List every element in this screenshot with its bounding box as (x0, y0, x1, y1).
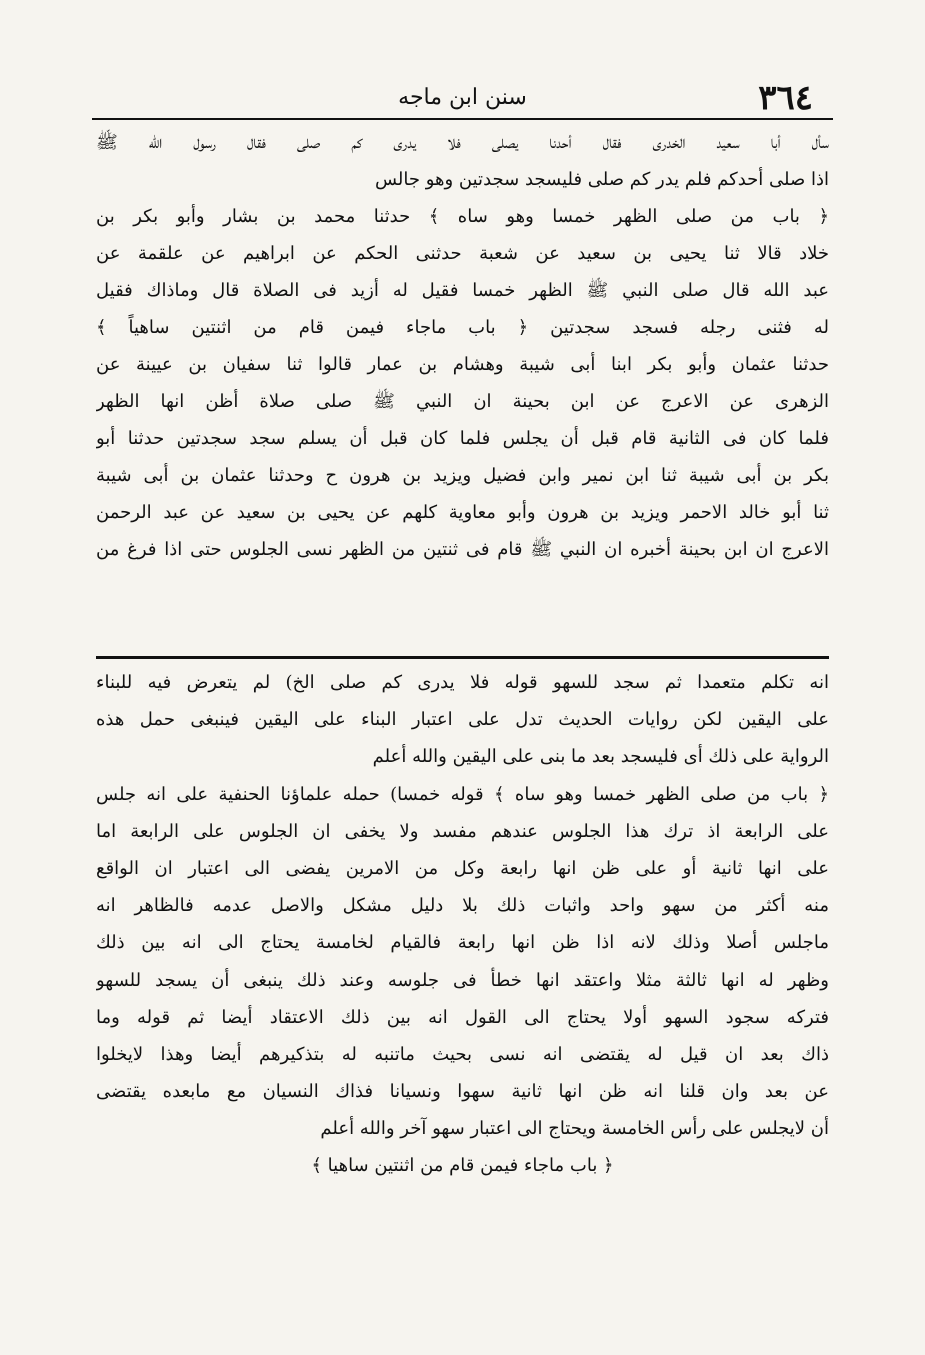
text-line: فلما كان فى الثانية قام قبل أن يجلس فلما كان قبل أن يسلم سجد سجدتين حدثنا أبو (96, 428, 829, 449)
commentary-line: ذاك بعد ان قيل له يقتضى انه نسى بحيث ماتنبه له بتذكيرهم أيضا وهذا لايخلوا (96, 1043, 829, 1065)
commentary-line: فتركه سجود السهو أولا يحتاج الى القول انه بين ذلك الاعتقاد أيضا ثم قوله وما (96, 1006, 829, 1028)
text-line: خلاد قالا ثنا يحيى بن سعيد عن شعبة حدثنى الحكم عن ابراهيم عن علقمة عن (96, 243, 829, 264)
text-line: الزهرى عن الاعرج عن ابن بحينة ان النبي ﷺ صلى صلاة أظن انها الظهر (96, 391, 829, 412)
commentary-line: على الرابعة اذ ترك هذا الجلوس عندهم مفسد ولا يخفى ان الجلوس على الرابعة اما (96, 820, 829, 842)
running-title: سنن ابن ماجه (398, 85, 527, 110)
commentary-line: على اليقين لكن روايات الحديث تدل على اعتبار البناء على اليقين فينبغى حمل هذه (96, 709, 829, 731)
commentary-line: على انها ثانية أو على ظن انها رابعة وكل من الامرين يفضى الى اعتبار ان الواقع (96, 857, 829, 879)
page-number: ٣٦٤ (758, 78, 813, 118)
text-line: حدثنا عثمان وأبو بكر ابنا أبى شيبة وهشام بن عمار قالوا ثنا سفيان بن عيينة عن (96, 354, 829, 375)
commentary-separator (96, 656, 829, 659)
header-rule (92, 118, 833, 120)
text-line: الاعرج ان ابن بحينة أخبره ان النبي ﷺ قام فى ثنتين من الظهر نسى الجلوس حتى اذا فرغ من (96, 539, 829, 560)
text-line: بكر بن أبى شيبة ثنا ابن نمير وابن فضيل ويزيد بن هرون ح وحدثنا عثمان بن أبى شيبة (96, 465, 829, 486)
commentary-line: ﴿ باب من صلى الظهر خمسا وهو ساه ﴾ قوله خمسا) حمله علماؤنا الحنفية على انه جلس (96, 783, 829, 805)
text-line: سأل أبا سعيد الخدرى فقال أحدنا يصلى فلا يدرى كم صلى فقال رسول الله ﷺ (96, 132, 829, 153)
commentary-line: منه أكثر من سهو واحد واثبات ذلك بلا دليل مشكل والاصل عدمه فالظاهر انه (96, 895, 829, 917)
text-line: اذا صلى أحدكم فلم يدر كم صلى فليسجد سجدتين وهو جالس (374, 169, 829, 190)
commentary-line: الرواية على ذلك أى فليسجد بعد ما بنى على اليقين والله أعلم (372, 746, 829, 768)
hadith-text (96, 124, 829, 568)
commentary-line: انه تكلم متعمدا ثم سجد للسهو قوله فلا يدرى كم صلى الخ) لم يتعرض فيه للبناء (96, 672, 829, 693)
text-line: له فثنى رجله فسجد سجدتين ﴿ باب ماجاء فيمن قام من اثنتين ساهياً ﴾ (96, 317, 829, 338)
commentary-line: عن بعد وان قلنا انه ظن انها ثانية سهوا ونسيانا فذاك النسيان مع مابعده يقتضى (96, 1081, 829, 1103)
page-header (92, 78, 833, 118)
commentary-line: ماجلس أصلا وذلك لانه اذا ظن انها رابعة فالقيام لخامسة يحتاج الى انه بين ذلك (96, 932, 829, 954)
text-line: عبد الله قال صلى النبي ﷺ الظهر خمسا فقيل له أزيد فى الصلاة قال وماذاك فقيل (96, 280, 829, 301)
commentary-line: أن لايجلس على رأس الخامسة ويحتاج الى اعتبار سهو آخر والله أعلم (320, 1118, 829, 1140)
commentary-text (96, 664, 829, 1185)
commentary-line: وظهر له انها ثالثة مثلا واعتقد انها خطأ فى جلوسه وعند ذلك ينبغى أن يسجد للسهو (96, 969, 829, 991)
text-line: ثنا أبو خالد الاحمر ويزيد بن هرون وأبو معاوية كلهم عن يحيى بن سعيد عن عبد الرحمن (96, 502, 829, 523)
text-line: ﴿ باب من صلى الظهر خمسا وهو ساه ﴾ حدثنا محمد بن بشار وأبو بكر بن (96, 206, 829, 227)
chapter-heading: ﴿ باب ماجاء فيمن قام من اثنتين ساهيا ﴾ (311, 1155, 614, 1177)
